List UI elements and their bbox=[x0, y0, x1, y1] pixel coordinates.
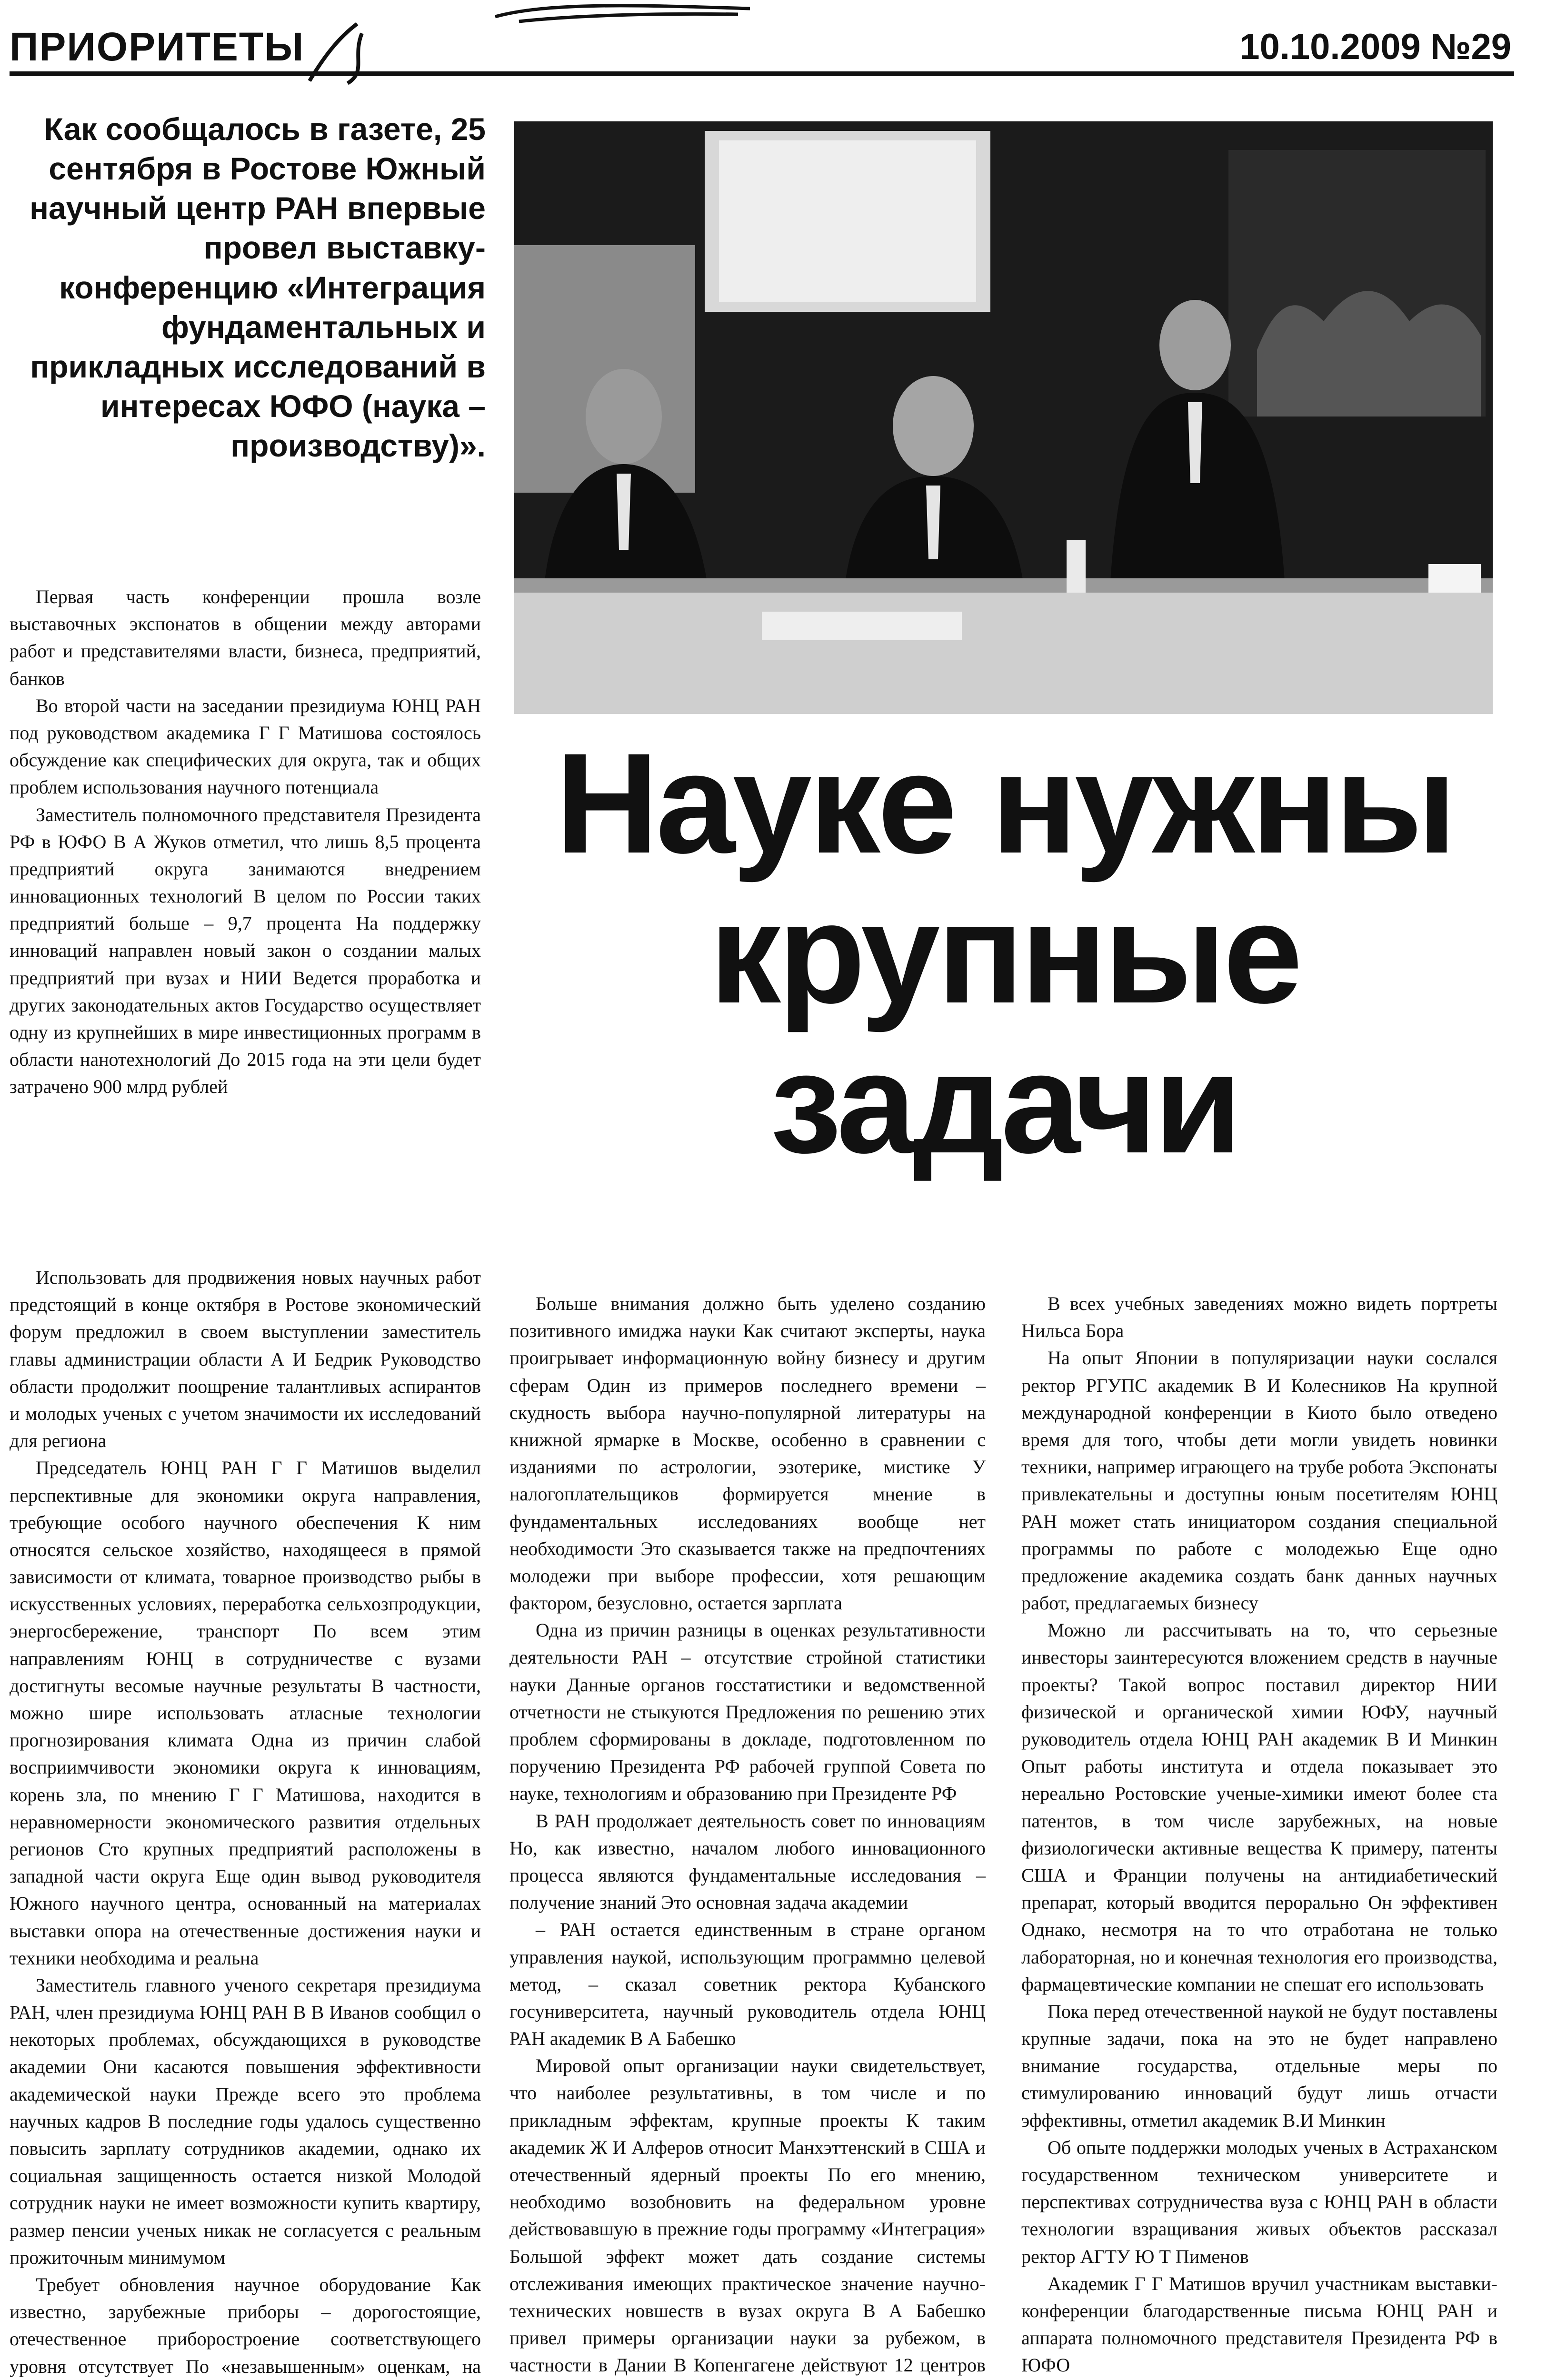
article-column-1-bottom bbox=[10, 1264, 481, 2380]
paragraph: – РАН остается единственным в стране органом управления наукой, использующим программно целевой метод, – сказал советник ректора Кубанского госуниверситета, научный руководитель отдела ЮНЦ РАН академик В А Бабешко bbox=[509, 1919, 986, 2050]
paragraph: Требует обновления научное оборудование Как известно, зарубежные приборы – дорогостоящие, отечественное приборостроение соответствующего уровня отсутствует По «незавышенным» оценкам, на bbox=[10, 2273, 481, 2377]
paragraph: В всех учебных заведениях можно видеть портреты Нильса Бора bbox=[1021, 1293, 1497, 1342]
paragraph: Мировой опыт организации науки свидетельствует, что наиболее результативны, в том числе и по прикладным эффектам, крупные проекты К таким академик Ж И Алферов относит Манхэттенский в США и отечественный ядерный проекты По его мнению, необходимо возобновить на федеральном уровне действовавшую в прежние годы программу «Интеграция» Большой эффект может дать создание системы отслеживания имеющих практическое значение научно-технических новшеств в вузах округа В А Бабешко привел примеры организации науки за рубежом, в частности в Дании В Копенгагене действуют 12 центров bbox=[509, 2055, 986, 2376]
paragraph: Заместитель полномочного представителя Президента РФ в ЮФО В А Жуков отметил, что лишь 8,5 процента предприятий округа занимаются внедрением инновационных технологий В целом по России таких предприятий больше – 9,7 процента На поддержку инноваций направлен новый закон о создании малых предприятий при вузах и НИИ Ведется проработка и других законодательных актов Государство осуществляет одну из крупнейших в мире инвестиционных программ в области нанотехнологий До 2015 года на эти цели будет затрачено 900 млрд рублей bbox=[10, 803, 481, 1098]
paragraph: Председатель ЮНЦ РАН Г Г Матишов выделил перспективные для экономики округа направления, требующие особого научного обеспечения К ним относятся сельское хозяйство, находящееся в прямой зависимости от климата, товарное производство рыбы в искусственных условиях, переработка сельхозпродукции, энергосбережение, транспорт По всем этим направлениям ЮНЦ в сотрудничестве с вузами достигнуты весомые научные результаты В частности, можно шире использовать атласные технологии прогнозирования климата Одна из причин слабой восприимчивости экономики округа к инновациям, корень зла, по мнению Г Г Матишова, находится в неравномерности экономического развития отдельных регионов Сто крупных предприятий расположены в западной части округа Еще один вывод руководителя Южного научного центра, основанный на материалах выставки опора на отечественные достижения науки и техники необходима и реальна bbox=[10, 1457, 481, 1969]
paragraph: Во второй части на заседании президиума ЮНЦ РАН под руководством академика Г Г Матишова состоялось обсуждение как специфических для округа, так и общих проблем использования научного потенциала bbox=[10, 694, 481, 798]
headline-line-3: задачи bbox=[770, 1023, 1239, 1183]
header-rule bbox=[10, 71, 1514, 76]
paragraph: Академик Г Г Матишов вручил участникам выставки-конференции благодарственные письма ЮНЦ РАН и аппарата полномочного представителя Президента РФ в ЮФО bbox=[1021, 2272, 1497, 2376]
paragraph: Можно ли рассчитывать на то, что серьезные инвесторы заинтересуются вложением средств в научные проекты? Такой вопрос поставил директор НИИ физической и органической химии ЮФУ, научный руководитель отдела ЮНЦ РАН академик В И Минкин Опыт работы института и отдела показывает это нереально Ростовские ученые-химики имеют более ста патентов, в том числе зарубежных, на новые физиологически активные вещества К примеру, патенты США и Франции получены на антидиабетический препарат, который вводится перорально Он эффективен Однако, несмотря на то что отработана не только лабораторная, но и конечная технология его производства, фармацевтические компании не спешат его использовать bbox=[1021, 1619, 1497, 1995]
headline-line-1: Науке нужны bbox=[555, 723, 1454, 883]
article-column-3 bbox=[1021, 1290, 1497, 2379]
headline bbox=[514, 723, 1495, 1183]
paragraph: Об опыте поддержки молодых ученых в Астраханском государственном техническом университете и перспективах сотрудничества вуза с ЮНЦ РАН в области технологии взращивания живых объектов рассказал ректор АГТУ Ю Т Пименов bbox=[1021, 2136, 1497, 2267]
conference-photo bbox=[514, 121, 1493, 714]
paragraph: Использовать для продвижения новых научных работ предстоящий в конце октября в Ростове экономический форум предложил в своем выступлении заместитель главы администрации области А И Бедрик Руководство области продолжит поощрение талантливых аспирантов и молодых ученых с учетом значимости их исследований для региона bbox=[10, 1267, 481, 1452]
paragraph: Больше внимания должно быть уделено созданию позитивного имиджа науки Как считают эксперты, наука проигрывает информационную войну бизнесу и другим сферам Один из примеров последнего времени – скудность выбора научно-популярной литературы на книжной ярмарке в Москве, особенно в сравнении с изданиями по астрологии, эзотерике, мистике У налогоплательщиков формируется мнение в фундаментальных исследованиях вообще нет необходимости Это сказывается также на предпочтениях молодежи при выборе профессии, хотя решающим фактором, безусловно, остается зарплата bbox=[509, 1293, 986, 1614]
headline-line-2: крупные bbox=[709, 873, 1300, 1033]
article-column-2 bbox=[509, 1290, 986, 2380]
article-column-1-top bbox=[10, 583, 481, 1101]
issue-date-number: 10.10.2009 №29 bbox=[1239, 27, 1511, 67]
paragraph: На опыт Японии в популяризации науки сослался ректор РГУПС академик В И Колесников На крупной международной конференции в Киото было отведено время для того, чтобы дети могли увидеть новинки техники, например играющего на трубе робота Экспонаты привлекательны и доступны юным посетителям ЮНЦ РАН может стать инициатором создания специальной программы по работе с молодежью Еще одно предложение академика создать банк данных научных работ, предлагаемых бизнесу bbox=[1021, 1347, 1497, 1614]
paragraph: Заместитель главного ученого секретаря президиума РАН, член президиума ЮНЦ РАН В В Иванов сообщил о некоторых проблемах, обсуждающихся в руководстве академии Они касаются повышения эффективности академической науки Прежде всего это проблема научных кадров В последние годы удалось существенно повысить зарплату сотрудников академии, однако их социальная защищенность остается низкой Молодой сотрудник науки не имеет возможности купить квартиру, размер пенсии ученых никак не согласуется с реальным прожиточным минимумом bbox=[10, 1974, 481, 2268]
lead-paragraph: Как сообщалось в газете, 25 сентября в Ростове Южный научный центр РАН впервые провел выставку-конференцию «Интеграция фундаментальных и прикладных исследований в интересах ЮФО (наука – производству)». bbox=[30, 111, 486, 464]
rubric-title: ПРИОРИТЕТЫ bbox=[10, 24, 305, 69]
pen-scribble-mark bbox=[490, 0, 757, 29]
paragraph: В РАН продолжает деятельность совет по инновациям Но, как известно, началом любого инновационного процесса являются фундаментальные исследования – получение знаний Это основная задача академии bbox=[509, 1810, 986, 1914]
paragraph: Пока перед отечественной наукой не будут поставлены крупные задачи, пока на это не будет направлено внимание государства, отдельные меры по стимулированию инноваций будут лишь отчасти эффективны, отметил академик В.И Минкин bbox=[1021, 2000, 1497, 2131]
paragraph: Первая часть конференции прошла возле выставочных экспонатов в общении между авторами работ и представителями власти, бизнеса, предприятий, банков bbox=[10, 586, 481, 689]
conference-photo-image bbox=[514, 121, 1493, 714]
paragraph: Одна из причин разницы в оценках результативности деятельности РАН – отсутствие стройной статистики науки Данные органов госстатистики и ведомственной отчетности не стыкуются Предложения по решению этих проблем сформированы в докладе, подготовленном по поручению Президента РФ рабочей группой Совета по науке, технологиям и образованию при Президенте РФ bbox=[509, 1619, 986, 1805]
